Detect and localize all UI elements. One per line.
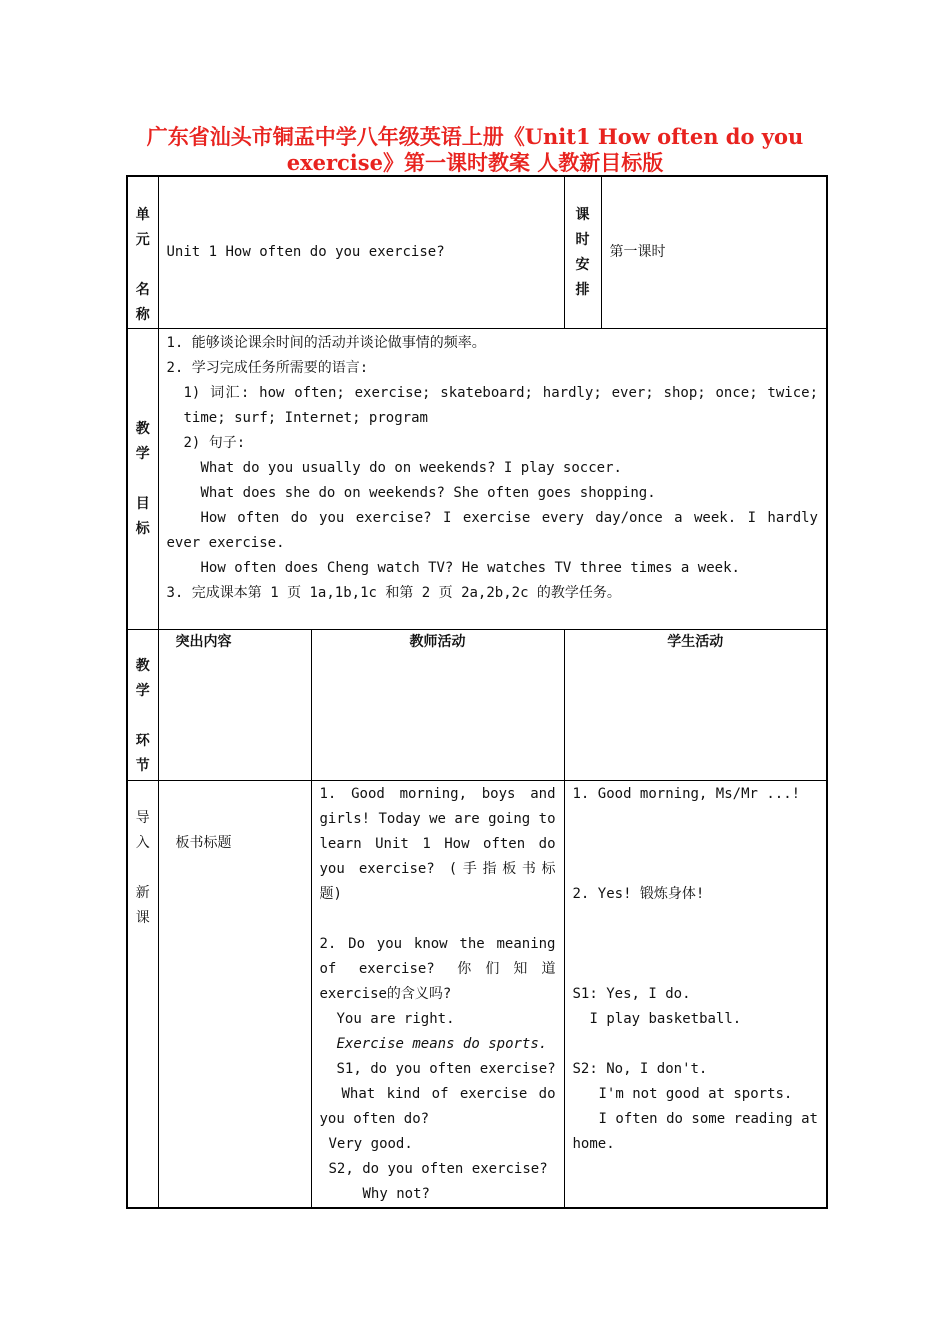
unit-name-label: 单 元 名 称 [127,176,158,329]
steps-label: 教 学 环 节 [127,630,158,781]
steps-header-row [127,630,827,781]
lesson-plan-table [126,175,828,1209]
objective-line: ever exercise. [166,535,285,551]
title-line-1: 广东省汕头市铜盂中学八年级英语上册《Unit1 How often do you [146,124,804,149]
col-header-content: 突出内容 [158,630,311,781]
objectives-content [158,329,827,630]
intro-content: 板书标题 [158,781,311,1209]
objective-line: time; surf; Internet; program [183,410,428,426]
objective-line: What does she do on weekends? She often goes shopping. [200,485,656,501]
objective-line: 2. 学习完成任务所需要的语言: [166,360,369,376]
col-header-teacher: 教师活动 [311,630,564,781]
objective-line: 3. 完成课本第 1 页 1a,1b,1c 和第 2 页 2a,2b,2c 的教学任务。 [166,585,621,601]
unit-name-value: Unit 1 How often do you exercise? [158,176,564,329]
schedule-value: 第一课时 [601,176,827,329]
intro-teacher-activity: 1. Good morning, boys and girls! Today we are going to learn Unit 1 How often do you exercise? (手指板书标 题) 2. Do you know the meaning of exercise? 你们知道 exercise的含义吗? You are right. Exercise means do sports. S1, do you often exercise? What kind of exercise do you often do? Very good. S2, do you often exercise? Why not? [311,781,564,1209]
objectives-label: 教 学 目 标 [127,329,158,630]
schedule-label: 课 时 安 排 [564,176,601,329]
document-title [60,124,890,176]
intro-student-activity: 1. Good morning, Ms/Mr ...! 2. Yes! 锻炼身体! S1: Yes, I do. I play basketball. S2: No, I don't. I'm not good at sports. I often do some reading at home. [564,781,827,1209]
intro-label: 导 入 新 课 [127,781,158,1209]
objective-line: How often does Cheng watch TV? He watches TV three times a week. [200,560,740,576]
title-line-2: exercise》第一课时教案 人教新目标版 [286,150,664,175]
objective-line: What do you usually do on weekends? I play soccer. [200,460,622,476]
col-header-student: 学生活动 [564,630,827,781]
objectives-row [127,329,827,630]
intro-row [127,781,827,1209]
objective-line: How often do you exercise? I exercise every day/once a week. I hardly [200,510,818,526]
objective-line: 1. 能够谈论课余时间的活动并谈论做事情的频率。 [166,335,486,351]
objective-line: 1) 词汇: how often; exercise; skateboard; hardly; ever; shop; once; twice; [183,385,818,401]
unit-row [127,176,827,329]
objective-line: 2) 句子: [183,435,246,451]
